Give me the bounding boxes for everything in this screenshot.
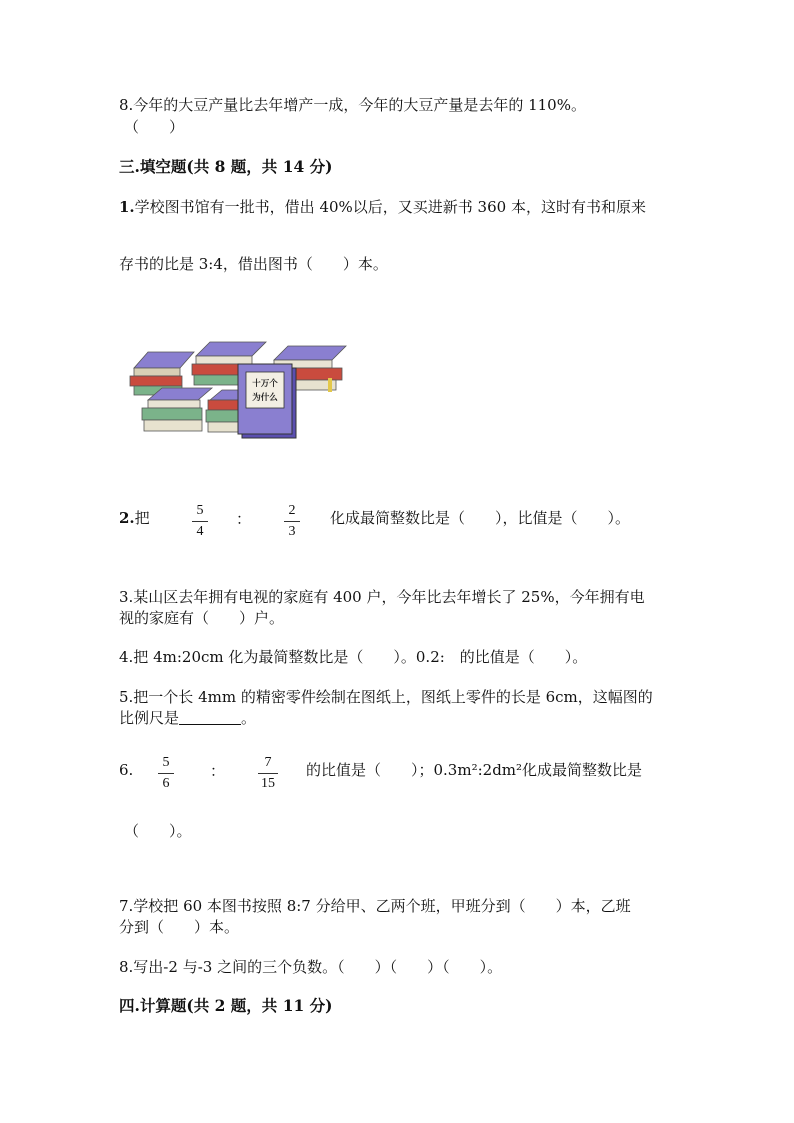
question-2-number: 2. (119, 509, 135, 527)
question-8-line1: 8.写出-2 与-3 之间的三个负数。（ ）（ ）（ ）。 (119, 958, 503, 976)
fraction-bar (158, 773, 174, 774)
question-2-fraction-2-numerator: 2 (288, 503, 296, 518)
question-2-prefix: 把 (134, 509, 150, 527)
question-prev-8-answer-blank: （ ） (124, 118, 185, 136)
question-2-fraction-2 (284, 503, 300, 540)
section-4-heading: 四.计算题(共 2 题，共 11 分) (119, 996, 333, 1015)
question-5-answer-underline (179, 710, 241, 725)
question-2-lead (119, 508, 150, 528)
question-1-number: 1. (119, 198, 135, 216)
question-3-line2: 视的家庭有（ ）户。 (119, 609, 285, 627)
featured-book-title-line1: 十万个 (252, 379, 278, 389)
question-2-fraction-1-numerator: 5 (196, 503, 204, 518)
question-6-line2: （ ）。 (124, 822, 192, 840)
fraction-bar (284, 521, 300, 522)
question-1-line1 (119, 197, 646, 217)
question-6-fraction-1 (158, 755, 174, 792)
question-2-colon: ： (236, 510, 252, 528)
question-2-fraction-2-denominator: 3 (288, 524, 296, 539)
question-5-period: 。 (241, 709, 257, 727)
question-4-line1: 4.把 4m:20cm 化为最简整数比是（ ）。0.2: 的比值是（ ）。 (119, 648, 588, 666)
question-5-text: 比例尺是 (119, 709, 180, 727)
question-3-line1: 3.某山区去年拥有电视的家庭有 400 户，今年比去年增长了 25%，今年拥有电 (119, 588, 645, 606)
question-6-fraction-1-denominator: 6 (162, 776, 170, 791)
question-prev-8-line1: 8.今年的大豆产量比去年增产一成，今年的大豆产量是去年的 110%。 (119, 96, 586, 114)
question-5-line1: 5.把一个长 4mm 的精密零件绘制在图纸上，图纸上零件的长是 6cm，这幅图的 (119, 688, 653, 706)
section-3-heading: 三.填空题(共 8 题，共 14 分) (119, 157, 333, 176)
question-6-text: 的比值是（ ）；0.3m²:2dm²化成最简整数比是 (306, 761, 643, 779)
question-2-fraction-1-denominator: 4 (196, 524, 204, 539)
question-6-number: 6. (119, 761, 134, 779)
fraction-bar (192, 521, 208, 522)
question-7-line2: 分到（ ）本。 (119, 918, 240, 936)
question-2-text: 化成最简整数比是（ ），比值是（ ）。 (330, 509, 631, 527)
featured-book-title-line2: 为什么 (252, 393, 278, 403)
question-6-colon: ： (210, 762, 226, 780)
question-6-fraction-2-denominator: 15 (261, 776, 275, 791)
question-6-fraction-1-numerator: 5 (162, 755, 170, 770)
question-5-line2 (119, 708, 256, 728)
question-1-text: 学校图书馆有一批书，借出 40%以后，又买进新书 360 本，这时有书和原来 (134, 198, 646, 216)
fraction-bar (258, 773, 278, 774)
featured-book (238, 364, 296, 438)
books-illustration (128, 338, 350, 444)
question-6-fraction-2 (258, 755, 278, 792)
question-7-line1: 7.学校把 60 本图书按照 8:7 分给甲、乙两个班，甲班分到（ ）本，乙班 (119, 897, 631, 915)
question-6-fraction-2-numerator: 7 (264, 755, 272, 770)
question-2-fraction-1 (192, 503, 208, 540)
question-1-line2: 存书的比是 3:4，借出图书（ ）本。 (119, 255, 388, 273)
